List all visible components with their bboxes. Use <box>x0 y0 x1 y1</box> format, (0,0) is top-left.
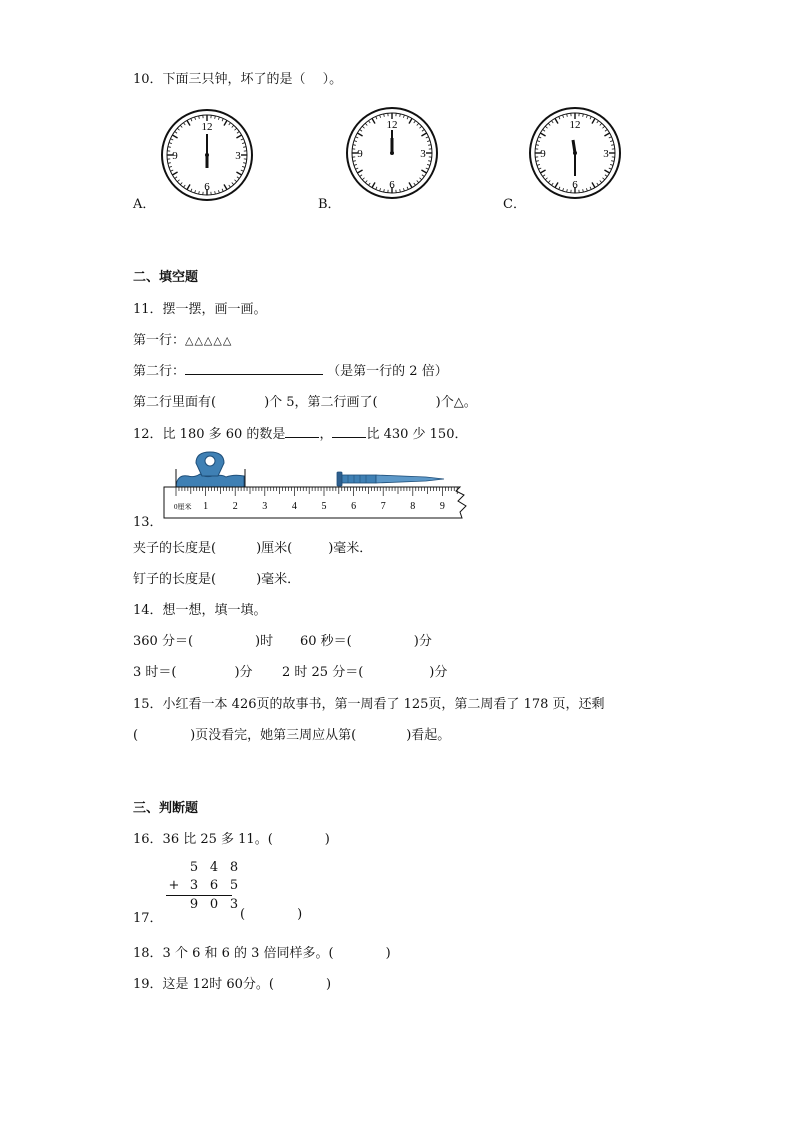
clock-c <box>528 106 622 200</box>
q14-r2b-1: 2 时 25 分＝( <box>282 665 364 680</box>
clock-num-6: 6 <box>389 179 395 191</box>
q19-close: ) <box>325 977 332 992</box>
q19 <box>133 973 331 992</box>
q11-row2-note: （是第一行的 2 倍） <box>327 364 448 379</box>
clip-object <box>176 452 245 489</box>
q14-r1b-2: )分 <box>413 634 432 649</box>
clock-num-9: 9 <box>357 148 363 160</box>
q16 <box>133 828 330 847</box>
clock-b <box>345 106 439 200</box>
clock-num-12: 12 <box>569 119 581 131</box>
digit: 3 <box>229 897 239 912</box>
answer-blank[interactable] <box>332 425 366 438</box>
q15-line2-a: ( <box>133 728 139 743</box>
clock-num-3: 3 <box>603 148 609 160</box>
q11-line3-b: )个 5，第二行画了( <box>264 395 378 410</box>
q11-row1 <box>133 329 232 348</box>
q11-row1-label: 第一行： <box>133 333 186 348</box>
q14-r2a-1: 3 时＝( <box>133 665 177 680</box>
triangles-row: △△△△△ <box>185 334 233 347</box>
digit: 6 <box>209 878 219 893</box>
q12-part3: 比 430 少 150． <box>366 427 468 442</box>
q15-line2-b: )页没看完，她第三周应从第( <box>190 728 357 743</box>
q11-line3-a: 第二行里面有( <box>133 395 217 410</box>
q12-part1: 12．比 180 多 60 的数是 <box>133 427 286 442</box>
ruler-label: 1 <box>203 501 209 512</box>
q13-line1-b: )厘米( <box>256 541 293 556</box>
q15-line1: 15．小红看一本 426页的故事书，第一周看了 125页，第二周看了 178 页，还剩 <box>133 697 605 712</box>
q12-part2: ， <box>319 427 333 442</box>
q13-line1-a: 夹子的长度是( <box>133 541 217 556</box>
q14-r2a-2: )分 <box>234 665 253 680</box>
ruler-label: 9 <box>439 501 445 512</box>
digit: 9 <box>189 897 199 912</box>
q14-stem: 14．想一想，填一填。 <box>133 603 267 618</box>
clock-num-9: 9 <box>172 150 178 162</box>
q15-line2-c: )看起。 <box>406 728 451 743</box>
q19-text: 19．这是 12时 60分。( <box>133 977 274 992</box>
q11-row2-blank[interactable] <box>185 362 323 375</box>
digit: 0 <box>209 897 219 912</box>
section-title-fill-in: 二、填空题 <box>133 270 199 285</box>
clock-num-3: 3 <box>235 150 241 162</box>
q10-stem: 10．下面三只钟，坏了的是（ ）。 <box>133 72 343 87</box>
q13-line1-c: )毫米． <box>328 541 373 556</box>
ruler-label: 7 <box>380 501 386 512</box>
ruler-figure <box>160 447 475 522</box>
q14-r1a <box>133 630 273 649</box>
q13-line2-b: )毫米． <box>256 572 301 587</box>
q17-paren <box>240 907 302 922</box>
digit: 5 <box>189 860 199 875</box>
clock-num-12: 12 <box>201 121 213 133</box>
q13-line1 <box>133 537 372 556</box>
q10-option-c[interactable]: C． <box>503 197 526 212</box>
ruler-label: 3 <box>262 501 268 512</box>
ruler-label: 8 <box>410 501 416 512</box>
q17-paren-close: ) <box>297 907 303 922</box>
q11-row2 <box>133 360 448 379</box>
ruler <box>164 487 466 518</box>
vertical-addition <box>164 860 244 912</box>
digit: 8 <box>229 860 239 875</box>
q14-r2b-2: )分 <box>429 665 448 680</box>
q10-option-b[interactable]: B． <box>318 197 341 212</box>
clock-a <box>160 108 254 202</box>
addition-row-2 <box>164 878 244 893</box>
ruler-label: 2 <box>232 501 238 512</box>
q11-row2-label: 第二行： <box>133 364 186 379</box>
plus-sign: + <box>168 878 180 893</box>
q14-r2a <box>133 661 253 680</box>
addition-row-3 <box>164 897 244 912</box>
q14-r2b <box>282 661 447 680</box>
answer-blank[interactable] <box>285 425 319 438</box>
q16-text: 16．36 比 25 多 11。( <box>133 832 273 847</box>
q13-line2-a: 钉子的长度是( <box>133 572 217 587</box>
digit: 3 <box>189 878 199 893</box>
q13-line2 <box>133 568 300 587</box>
nail-object <box>337 472 444 486</box>
q16-close: ) <box>324 832 330 847</box>
q18 <box>133 942 391 961</box>
q14-r1a-2: )时 <box>255 634 274 649</box>
q11-line3-c: )个△。 <box>435 395 477 410</box>
q14-r1b <box>300 630 432 649</box>
q14-r1a-1: 360 分＝( <box>133 634 194 649</box>
q14-r1b-1: 60 秒＝( <box>300 634 352 649</box>
addition-rule <box>166 895 232 896</box>
q13-number: 13． <box>133 515 163 530</box>
clock-num-6: 6 <box>572 179 578 191</box>
q15-line2 <box>133 724 450 743</box>
q17-number: 17． <box>133 911 163 926</box>
addition-row-1 <box>164 860 244 875</box>
ruler-label: 0厘米 <box>174 503 192 511</box>
clock-num-9: 9 <box>540 148 546 160</box>
q17-paren-open: ( <box>240 907 246 922</box>
q18-close: ) <box>385 946 391 961</box>
section-title-true-false: 三、判断题 <box>133 801 199 816</box>
ruler-label: 5 <box>321 501 327 512</box>
q11-stem: 11．摆一摆，画一画。 <box>133 302 267 317</box>
q12 <box>133 423 467 442</box>
clock-num-12: 12 <box>386 119 398 131</box>
digit: 4 <box>209 860 219 875</box>
q18-text: 18．3 个 6 和 6 的 3 倍同样多。( <box>133 946 334 961</box>
clock-num-3: 3 <box>420 148 426 160</box>
ruler-label: 6 <box>351 501 357 512</box>
q10-option-a[interactable]: A． <box>133 197 156 212</box>
clock-num-6: 6 <box>204 181 210 193</box>
ruler-label: 4 <box>291 501 297 512</box>
digit: 5 <box>229 878 239 893</box>
q11-line3 <box>133 391 477 410</box>
